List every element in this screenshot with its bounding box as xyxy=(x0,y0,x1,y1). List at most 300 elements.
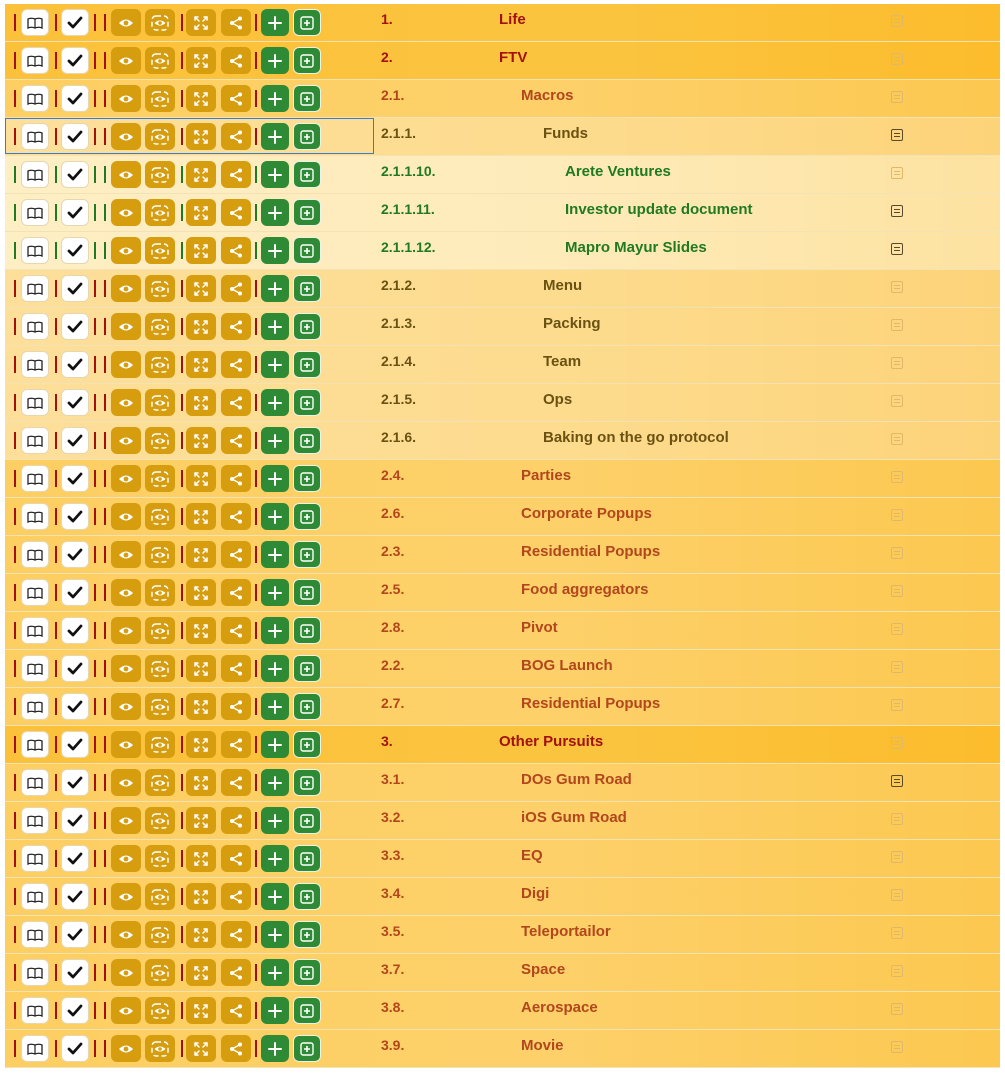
complete-button[interactable] xyxy=(61,807,89,834)
complete-button[interactable] xyxy=(61,199,89,226)
add-button[interactable] xyxy=(261,617,289,644)
note-icon[interactable] xyxy=(891,433,903,445)
open-button[interactable] xyxy=(21,655,49,682)
row-title[interactable]: Digi xyxy=(521,885,550,902)
open-button[interactable] xyxy=(21,85,49,112)
focus-button[interactable] xyxy=(145,693,175,720)
add-child-button[interactable] xyxy=(293,503,321,530)
share-button[interactable] xyxy=(221,199,251,226)
outline-row[interactable] xyxy=(5,118,1000,156)
row-title[interactable]: Funds xyxy=(543,125,588,142)
view-button[interactable] xyxy=(111,313,141,340)
note-icon[interactable] xyxy=(891,319,903,331)
outline-row[interactable] xyxy=(5,346,1000,384)
note-icon[interactable] xyxy=(891,357,903,369)
outline-row[interactable] xyxy=(5,308,1000,346)
note-icon[interactable] xyxy=(891,775,903,787)
focus-button[interactable] xyxy=(145,427,175,454)
share-button[interactable] xyxy=(221,655,251,682)
share-button[interactable] xyxy=(221,731,251,758)
add-button[interactable] xyxy=(261,959,289,986)
expand-button[interactable] xyxy=(186,351,216,378)
focus-button[interactable] xyxy=(145,351,175,378)
open-button[interactable] xyxy=(21,1035,49,1062)
add-button[interactable] xyxy=(261,541,289,568)
complete-button[interactable] xyxy=(61,123,89,150)
expand-button[interactable] xyxy=(186,845,216,872)
row-title[interactable]: Menu xyxy=(543,277,583,294)
expand-button[interactable] xyxy=(186,199,216,226)
view-button[interactable] xyxy=(111,997,141,1024)
add-child-button[interactable] xyxy=(293,845,321,872)
complete-button[interactable] xyxy=(61,921,89,948)
add-child-button[interactable] xyxy=(293,237,321,264)
add-child-button[interactable] xyxy=(293,731,321,758)
share-button[interactable] xyxy=(221,617,251,644)
open-button[interactable] xyxy=(21,465,49,492)
outline-row[interactable] xyxy=(5,4,1000,42)
outline-row[interactable] xyxy=(5,612,1000,650)
add-child-button[interactable] xyxy=(293,465,321,492)
add-child-button[interactable] xyxy=(293,921,321,948)
add-button[interactable] xyxy=(261,275,289,302)
focus-button[interactable] xyxy=(145,85,175,112)
complete-button[interactable] xyxy=(61,541,89,568)
add-button[interactable] xyxy=(261,123,289,150)
share-button[interactable] xyxy=(221,9,251,36)
open-button[interactable] xyxy=(21,9,49,36)
view-button[interactable] xyxy=(111,389,141,416)
focus-button[interactable] xyxy=(145,769,175,796)
focus-button[interactable] xyxy=(145,1035,175,1062)
note-icon[interactable] xyxy=(891,737,903,749)
view-button[interactable] xyxy=(111,427,141,454)
row-title[interactable]: Ops xyxy=(543,391,573,408)
outline-row[interactable] xyxy=(5,764,1000,802)
view-button[interactable] xyxy=(111,85,141,112)
share-button[interactable] xyxy=(221,845,251,872)
expand-button[interactable] xyxy=(186,959,216,986)
outline-row[interactable] xyxy=(5,42,1000,80)
note-icon[interactable] xyxy=(891,623,903,635)
add-child-button[interactable] xyxy=(293,807,321,834)
add-child-button[interactable] xyxy=(293,655,321,682)
add-child-button[interactable] xyxy=(293,313,321,340)
expand-button[interactable] xyxy=(186,161,216,188)
share-button[interactable] xyxy=(221,883,251,910)
outline-row[interactable] xyxy=(5,574,1000,612)
row-title[interactable]: Investor update document xyxy=(565,201,753,218)
focus-button[interactable] xyxy=(145,921,175,948)
view-button[interactable] xyxy=(111,123,141,150)
view-button[interactable] xyxy=(111,731,141,758)
row-title[interactable]: Macros xyxy=(521,87,574,104)
complete-button[interactable] xyxy=(61,351,89,378)
complete-button[interactable] xyxy=(61,465,89,492)
open-button[interactable] xyxy=(21,427,49,454)
share-button[interactable] xyxy=(221,465,251,492)
expand-button[interactable] xyxy=(186,85,216,112)
outline-row[interactable] xyxy=(5,422,1000,460)
focus-button[interactable] xyxy=(145,655,175,682)
open-button[interactable] xyxy=(21,275,49,302)
focus-button[interactable] xyxy=(145,579,175,606)
open-button[interactable] xyxy=(21,997,49,1024)
add-child-button[interactable] xyxy=(293,1035,321,1062)
open-button[interactable] xyxy=(21,313,49,340)
expand-button[interactable] xyxy=(186,731,216,758)
complete-button[interactable] xyxy=(61,693,89,720)
focus-button[interactable] xyxy=(145,161,175,188)
add-child-button[interactable] xyxy=(293,693,321,720)
focus-button[interactable] xyxy=(145,9,175,36)
open-button[interactable] xyxy=(21,579,49,606)
add-button[interactable] xyxy=(261,47,289,74)
add-child-button[interactable] xyxy=(293,997,321,1024)
add-child-button[interactable] xyxy=(293,541,321,568)
share-button[interactable] xyxy=(221,161,251,188)
expand-button[interactable] xyxy=(186,275,216,302)
open-button[interactable] xyxy=(21,351,49,378)
complete-button[interactable] xyxy=(61,997,89,1024)
add-child-button[interactable] xyxy=(293,959,321,986)
add-child-button[interactable] xyxy=(293,427,321,454)
add-button[interactable] xyxy=(261,997,289,1024)
expand-button[interactable] xyxy=(186,807,216,834)
add-button[interactable] xyxy=(261,807,289,834)
outline-row[interactable] xyxy=(5,194,1000,232)
note-icon[interactable] xyxy=(891,91,903,103)
row-title[interactable]: Movie xyxy=(521,1037,564,1054)
row-title[interactable]: Space xyxy=(521,961,566,978)
complete-button[interactable] xyxy=(61,1035,89,1062)
note-icon[interactable] xyxy=(891,851,903,863)
add-button[interactable] xyxy=(261,199,289,226)
row-title[interactable]: FTV xyxy=(499,49,528,66)
add-child-button[interactable] xyxy=(293,883,321,910)
row-title[interactable]: Parties xyxy=(521,467,572,484)
complete-button[interactable] xyxy=(61,617,89,644)
share-button[interactable] xyxy=(221,123,251,150)
add-child-button[interactable] xyxy=(293,199,321,226)
expand-button[interactable] xyxy=(186,123,216,150)
share-button[interactable] xyxy=(221,959,251,986)
add-button[interactable] xyxy=(261,655,289,682)
focus-button[interactable] xyxy=(145,807,175,834)
view-button[interactable] xyxy=(111,769,141,796)
share-button[interactable] xyxy=(221,807,251,834)
row-title[interactable]: Pivot xyxy=(521,619,558,636)
add-button[interactable] xyxy=(261,503,289,530)
focus-button[interactable] xyxy=(145,465,175,492)
focus-button[interactable] xyxy=(145,731,175,758)
focus-button[interactable] xyxy=(145,503,175,530)
view-button[interactable] xyxy=(111,579,141,606)
focus-button[interactable] xyxy=(145,275,175,302)
outline-row[interactable] xyxy=(5,460,1000,498)
outline-row[interactable] xyxy=(5,954,1000,992)
row-title[interactable]: Life xyxy=(499,11,526,28)
share-button[interactable] xyxy=(221,47,251,74)
complete-button[interactable] xyxy=(61,9,89,36)
outline-row[interactable] xyxy=(5,726,1000,764)
share-button[interactable] xyxy=(221,693,251,720)
add-button[interactable] xyxy=(261,921,289,948)
share-button[interactable] xyxy=(221,921,251,948)
open-button[interactable] xyxy=(21,769,49,796)
view-button[interactable] xyxy=(111,617,141,644)
open-button[interactable] xyxy=(21,959,49,986)
row-title[interactable]: Teleportailor xyxy=(521,923,611,940)
focus-button[interactable] xyxy=(145,237,175,264)
add-child-button[interactable] xyxy=(293,161,321,188)
view-button[interactable] xyxy=(111,47,141,74)
view-button[interactable] xyxy=(111,237,141,264)
note-icon[interactable] xyxy=(891,1003,903,1015)
focus-button[interactable] xyxy=(145,123,175,150)
view-button[interactable] xyxy=(111,465,141,492)
complete-button[interactable] xyxy=(61,769,89,796)
expand-button[interactable] xyxy=(186,47,216,74)
share-button[interactable] xyxy=(221,85,251,112)
focus-button[interactable] xyxy=(145,959,175,986)
note-icon[interactable] xyxy=(891,889,903,901)
complete-button[interactable] xyxy=(61,655,89,682)
row-title[interactable]: Packing xyxy=(543,315,601,332)
add-child-button[interactable] xyxy=(293,579,321,606)
open-button[interactable] xyxy=(21,617,49,644)
complete-button[interactable] xyxy=(61,161,89,188)
view-button[interactable] xyxy=(111,845,141,872)
row-title[interactable]: Baking on the go protocol xyxy=(543,429,729,446)
open-button[interactable] xyxy=(21,693,49,720)
add-button[interactable] xyxy=(261,85,289,112)
add-child-button[interactable] xyxy=(293,389,321,416)
row-title[interactable]: DOs Gum Road xyxy=(521,771,632,788)
outline-row[interactable] xyxy=(5,802,1000,840)
expand-button[interactable] xyxy=(186,427,216,454)
note-icon[interactable] xyxy=(891,167,903,179)
add-button[interactable] xyxy=(261,769,289,796)
view-button[interactable] xyxy=(111,503,141,530)
add-child-button[interactable] xyxy=(293,47,321,74)
add-child-button[interactable] xyxy=(293,769,321,796)
complete-button[interactable] xyxy=(61,237,89,264)
row-title[interactable]: Other Pursuits xyxy=(499,733,604,750)
view-button[interactable] xyxy=(111,883,141,910)
note-icon[interactable] xyxy=(891,15,903,27)
view-button[interactable] xyxy=(111,275,141,302)
expand-button[interactable] xyxy=(186,997,216,1024)
focus-button[interactable] xyxy=(145,997,175,1024)
outline-row[interactable] xyxy=(5,156,1000,194)
add-child-button[interactable] xyxy=(293,85,321,112)
expand-button[interactable] xyxy=(186,617,216,644)
open-button[interactable] xyxy=(21,199,49,226)
add-child-button[interactable] xyxy=(293,275,321,302)
row-title[interactable]: Residential Popups xyxy=(521,695,661,712)
expand-button[interactable] xyxy=(186,883,216,910)
add-button[interactable] xyxy=(261,313,289,340)
note-icon[interactable] xyxy=(891,547,903,559)
open-button[interactable] xyxy=(21,503,49,530)
add-button[interactable] xyxy=(261,237,289,264)
note-icon[interactable] xyxy=(891,205,903,217)
view-button[interactable] xyxy=(111,959,141,986)
outline-row[interactable] xyxy=(5,498,1000,536)
outline-row[interactable] xyxy=(5,916,1000,954)
complete-button[interactable] xyxy=(61,883,89,910)
outline-row[interactable] xyxy=(5,384,1000,422)
outline-row[interactable] xyxy=(5,1030,1000,1068)
note-icon[interactable] xyxy=(891,243,903,255)
note-icon[interactable] xyxy=(891,1041,903,1053)
add-button[interactable] xyxy=(261,389,289,416)
add-button[interactable] xyxy=(261,351,289,378)
view-button[interactable] xyxy=(111,807,141,834)
view-button[interactable] xyxy=(111,199,141,226)
add-child-button[interactable] xyxy=(293,617,321,644)
open-button[interactable] xyxy=(21,123,49,150)
add-button[interactable] xyxy=(261,693,289,720)
note-icon[interactable] xyxy=(891,699,903,711)
focus-button[interactable] xyxy=(145,845,175,872)
outline-row[interactable] xyxy=(5,992,1000,1030)
share-button[interactable] xyxy=(221,997,251,1024)
open-button[interactable] xyxy=(21,161,49,188)
view-button[interactable] xyxy=(111,9,141,36)
expand-button[interactable] xyxy=(186,503,216,530)
share-button[interactable] xyxy=(221,579,251,606)
row-title[interactable]: Aerospace xyxy=(521,999,598,1016)
complete-button[interactable] xyxy=(61,47,89,74)
add-button[interactable] xyxy=(261,427,289,454)
share-button[interactable] xyxy=(221,503,251,530)
expand-button[interactable] xyxy=(186,769,216,796)
outline-row[interactable] xyxy=(5,80,1000,118)
row-title[interactable]: Mapro Mayur Slides xyxy=(565,239,707,256)
share-button[interactable] xyxy=(221,313,251,340)
complete-button[interactable] xyxy=(61,845,89,872)
open-button[interactable] xyxy=(21,47,49,74)
focus-button[interactable] xyxy=(145,617,175,644)
note-icon[interactable] xyxy=(891,509,903,521)
expand-button[interactable] xyxy=(186,1035,216,1062)
expand-button[interactable] xyxy=(186,693,216,720)
view-button[interactable] xyxy=(111,541,141,568)
expand-button[interactable] xyxy=(186,465,216,492)
expand-button[interactable] xyxy=(186,389,216,416)
share-button[interactable] xyxy=(221,769,251,796)
view-button[interactable] xyxy=(111,921,141,948)
expand-button[interactable] xyxy=(186,237,216,264)
note-icon[interactable] xyxy=(891,927,903,939)
complete-button[interactable] xyxy=(61,579,89,606)
add-button[interactable] xyxy=(261,161,289,188)
note-icon[interactable] xyxy=(891,53,903,65)
share-button[interactable] xyxy=(221,351,251,378)
note-icon[interactable] xyxy=(891,585,903,597)
complete-button[interactable] xyxy=(61,959,89,986)
view-button[interactable] xyxy=(111,161,141,188)
expand-button[interactable] xyxy=(186,655,216,682)
note-icon[interactable] xyxy=(891,661,903,673)
share-button[interactable] xyxy=(221,541,251,568)
add-button[interactable] xyxy=(261,579,289,606)
share-button[interactable] xyxy=(221,237,251,264)
view-button[interactable] xyxy=(111,1035,141,1062)
row-title[interactable]: Team xyxy=(543,353,582,370)
complete-button[interactable] xyxy=(61,503,89,530)
outline-row[interactable] xyxy=(5,840,1000,878)
row-title[interactable]: EQ xyxy=(521,847,543,864)
add-button[interactable] xyxy=(261,465,289,492)
complete-button[interactable] xyxy=(61,427,89,454)
expand-button[interactable] xyxy=(186,313,216,340)
complete-button[interactable] xyxy=(61,85,89,112)
expand-button[interactable] xyxy=(186,541,216,568)
add-button[interactable] xyxy=(261,845,289,872)
open-button[interactable] xyxy=(21,921,49,948)
row-title[interactable]: iOS Gum Road xyxy=(521,809,627,826)
row-title[interactable]: Arete Ventures xyxy=(565,163,671,180)
focus-button[interactable] xyxy=(145,47,175,74)
open-button[interactable] xyxy=(21,807,49,834)
complete-button[interactable] xyxy=(61,275,89,302)
outline-row[interactable] xyxy=(5,232,1000,270)
share-button[interactable] xyxy=(221,275,251,302)
outline-row[interactable] xyxy=(5,688,1000,726)
focus-button[interactable] xyxy=(145,199,175,226)
view-button[interactable] xyxy=(111,655,141,682)
outline-row[interactable] xyxy=(5,650,1000,688)
note-icon[interactable] xyxy=(891,129,903,141)
open-button[interactable] xyxy=(21,845,49,872)
expand-button[interactable] xyxy=(186,921,216,948)
add-child-button[interactable] xyxy=(293,351,321,378)
note-icon[interactable] xyxy=(891,813,903,825)
open-button[interactable] xyxy=(21,731,49,758)
open-button[interactable] xyxy=(21,883,49,910)
focus-button[interactable] xyxy=(145,883,175,910)
add-child-button[interactable] xyxy=(293,9,321,36)
note-icon[interactable] xyxy=(891,965,903,977)
share-button[interactable] xyxy=(221,1035,251,1062)
open-button[interactable] xyxy=(21,541,49,568)
open-button[interactable] xyxy=(21,389,49,416)
view-button[interactable] xyxy=(111,693,141,720)
note-icon[interactable] xyxy=(891,281,903,293)
focus-button[interactable] xyxy=(145,313,175,340)
expand-button[interactable] xyxy=(186,579,216,606)
outline-row[interactable] xyxy=(5,878,1000,916)
open-button[interactable] xyxy=(21,237,49,264)
share-button[interactable] xyxy=(221,389,251,416)
add-button[interactable] xyxy=(261,883,289,910)
complete-button[interactable] xyxy=(61,389,89,416)
row-title[interactable]: Corporate Popups xyxy=(521,505,652,522)
expand-button[interactable] xyxy=(186,9,216,36)
add-button[interactable] xyxy=(261,9,289,36)
row-title[interactable]: Food aggregators xyxy=(521,581,649,598)
add-child-button[interactable] xyxy=(293,123,321,150)
note-icon[interactable] xyxy=(891,471,903,483)
share-button[interactable] xyxy=(221,427,251,454)
complete-button[interactable] xyxy=(61,731,89,758)
add-button[interactable] xyxy=(261,731,289,758)
row-title[interactable]: Residential Popups xyxy=(521,543,661,560)
focus-button[interactable] xyxy=(145,389,175,416)
